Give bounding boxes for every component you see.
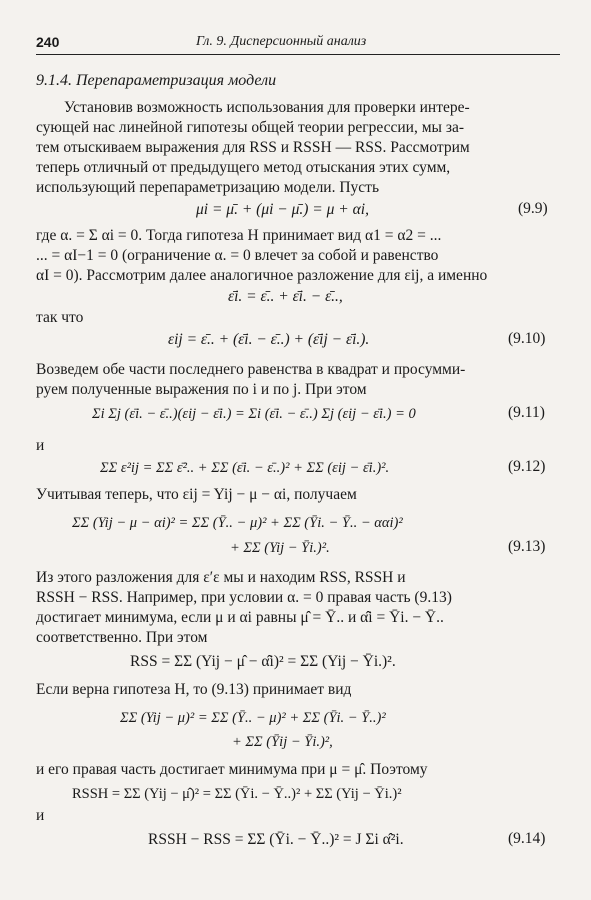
paragraph-line: Если верна гипотеза H, то (9.13) принимает вид [36,681,352,698]
equation-number: (9.9) [518,200,548,217]
page-header [36,32,560,55]
page-number: 240 [36,34,60,50]
paragraph-line: сующей нас линейной гипотезы общей теории регрессии, мы за- [36,119,464,136]
paragraph-line: теперь отличный от предыдущего метод отыскания этих сумм, [36,159,451,176]
equation-9-13-line-1: ΣΣ (Yij − μ − αi)² = ΣΣ (Ȳ.. − μ)² + ΣΣ (Ȳi. − Ȳ.. − ααi)² [72,515,403,531]
equation-9-11: Σi Σj (ε̄i. − ε̄..)(εij − ε̄i.) = Σi (ε̄i. − ε̄..) Σj (εij − ε̄i.) = 0 [92,406,416,422]
paragraph-line: и [36,807,45,824]
paragraph-line: где α. = Σ αi = 0. Тогда гипотеза H принимает вид α1 = α2 = ... [36,227,442,244]
equation-rssh: RSSH = ΣΣ (Yij − μ̂)² = ΣΣ (Ȳi. − Ȳ..)² + ΣΣ (Yij − Ȳi.)² [72,786,402,802]
equation-rss: RSS = ΣΣ (Yij − μ̂ − α̂i)² = ΣΣ (Yij − Ȳi.)². [130,653,396,670]
equation-h-line-1: ΣΣ (Yij − μ)² = ΣΣ (Ȳ.. − μ)² + ΣΣ (Ȳi. − Ȳ..)² [120,710,386,726]
paragraph-line: соответственно. При этом [36,629,208,646]
equation-9-10: εij = ε̄.. + (ε̄i. − ε̄..) + (ε̄ij − ε̄i.). [168,331,370,348]
paragraph-line: использующий перепараметризацию модели. Пусть [36,179,380,196]
paragraph-line: αI = 0). Рассмотрим далее аналогичное разложение для εij, а именно [36,267,488,284]
equation-eps-decomposition: ε̄i. = ε̄.. + ε̄i. − ε̄.., [228,288,343,305]
equation-9-14: RSSH − RSS = ΣΣ (Ȳi. − Ȳ..)² = J Σi α̂²i. [148,831,404,848]
equation-9-9: μi = μ̄. + (μi − μ̄.) = μ + αi, [196,201,369,218]
equation-number: (9.12) [508,458,546,475]
paragraph-line: достигает минимума, если μ и αi равны μ̂ = Ȳ.. и α̂i = Ȳi. − Ȳ.. [36,609,444,626]
equation-number: (9.11) [508,404,545,421]
equation-number: (9.10) [508,330,546,347]
paragraph-line: Установив возможность использования для проверки интере- [64,99,470,116]
paragraph-line: и его правая часть достигает минимума при μ = μ̂. Поэтому [36,761,428,778]
equation-number: (9.14) [508,830,546,847]
section-title: 9.1.4. Перепараметризация модели [36,72,277,89]
equation-h-line-2: + ΣΣ (Ȳij − Ȳi.)², [232,734,333,750]
paragraph-line: так что [36,309,84,326]
paragraph-line: Из этого разложения для ε′ε мы и находим RSS, RSSH и [36,569,406,586]
paragraph-line: ... = αI−1 = 0 (ограничение α. = 0 влечет за собой и равенство [36,247,439,264]
running-title: Гл. 9. Дисперсионный анализ [196,34,367,49]
paragraph-line: Возведем обе части последнего равенства в квадрат и просумми- [36,361,466,378]
paragraph-line: и [36,437,45,454]
paragraph-line: Учитывая теперь, что εij = Yij − μ − αi, получаем [36,486,357,503]
equation-9-13-line-2: + ΣΣ (Yij − Ȳi.)². [230,540,330,556]
paragraph-line: руем полученные выражения по i и по j. При этом [36,381,367,398]
paragraph-line: тем отыскиваем выражения для RSS и RSSH — RSS. Рассмотрим [36,139,470,156]
paragraph-line: RSSH − RSS. Например, при условии α. = 0 правая часть (9.13) [36,589,452,606]
equation-number: (9.13) [508,538,546,555]
equation-9-12: ΣΣ ε²ij = ΣΣ ε̄².. + ΣΣ (ε̄i. − ε̄..)² + ΣΣ (εij − ε̄i.)². [100,460,390,476]
